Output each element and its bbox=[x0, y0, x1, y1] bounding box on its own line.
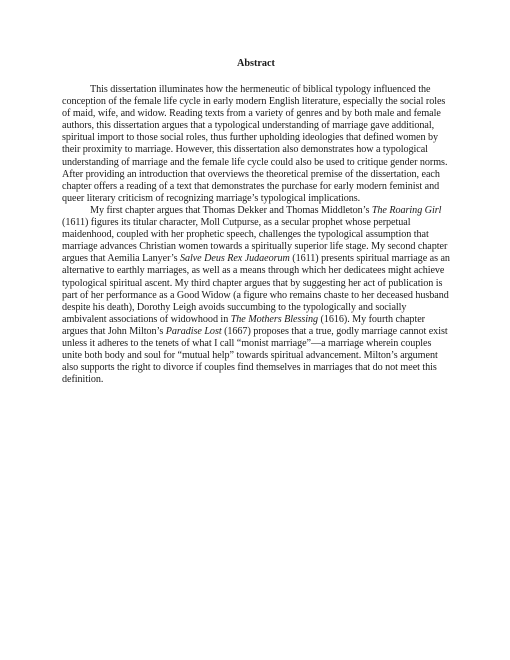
body-text-run: (1611) figures its titular character, Moll Cutpurse, as a secular prophet whose perpetual maidenhood, coupled with her prophetic speech, challenges the typological assumption that marriage advances Christian women towards a spiritually superior life stage. My second chapter argues that Aemilia Lanyer’s bbox=[62, 217, 448, 265]
paragraph-1 bbox=[62, 84, 450, 205]
body-text-run: My first chapter argues that Thomas Dekker and Thomas Middleton’s bbox=[90, 204, 372, 216]
paragraph-2 bbox=[62, 205, 450, 386]
italic-title-text: Paradise Lost bbox=[165, 325, 222, 337]
italic-title-text: Salve Deus Rex Judaeorum bbox=[179, 253, 290, 265]
document-page bbox=[62, 58, 450, 386]
italic-title-text: The Roaring Girl bbox=[371, 204, 442, 216]
abstract-body bbox=[62, 84, 450, 386]
body-text-run: (1667) proposes that a true, godly marriage cannot exist unless it adheres to the tenets of what I call “monist marriage”—a marriage wherein couples unite both body and soul for “mutual help” towards spiritual advancement. Milton’s argument also supports the right to divorce if couples find themselves in marriages that do not meet this definition. bbox=[62, 325, 448, 386]
body-text-run: (1611) presents spiritual marriage as an alternative to earthly marriages, as well as a means through which her dedicatees might achieve typological spiritual ascent. My third chapter argues that by suggesting her act of publication is part of her performance as a Good Widow (a figure who remains chaste to her deceased husband despite his death), Dorothy Leigh avoids succumbing to the typologically and socially ambivalent associations of widowhood in bbox=[62, 253, 450, 325]
italic-title-text: The Mothers Blessing bbox=[230, 313, 319, 325]
body-text-run: This dissertation illuminates how the hermeneutic of biblical typology influenced the conception of the female life cycle in early modern English literature, especially the social roles of maid, wife, and widow. Reading texts from a variety of genres and by both male and female authors, this dissertation argues that a typological understanding of marriage gave additional, spiritual import to those social roles, thus further upholding ideologies that defined women by their proximity to marriage. However, this dissertation also demonstrates how a typological understanding of marriage and the female life cycle could also be used to critique gender norms. After providing an introduction that overviews the theoretical premise of the dissertation, each chapter offers a reading of a text that demonstrates the purchase for early modern feminist and queer literary criticism of recognizing marriage’s typological implications. bbox=[62, 84, 448, 204]
body-text-run: (1616). My fourth chapter argues that John Milton’s bbox=[62, 313, 425, 337]
abstract-heading: Abstract bbox=[237, 58, 275, 69]
